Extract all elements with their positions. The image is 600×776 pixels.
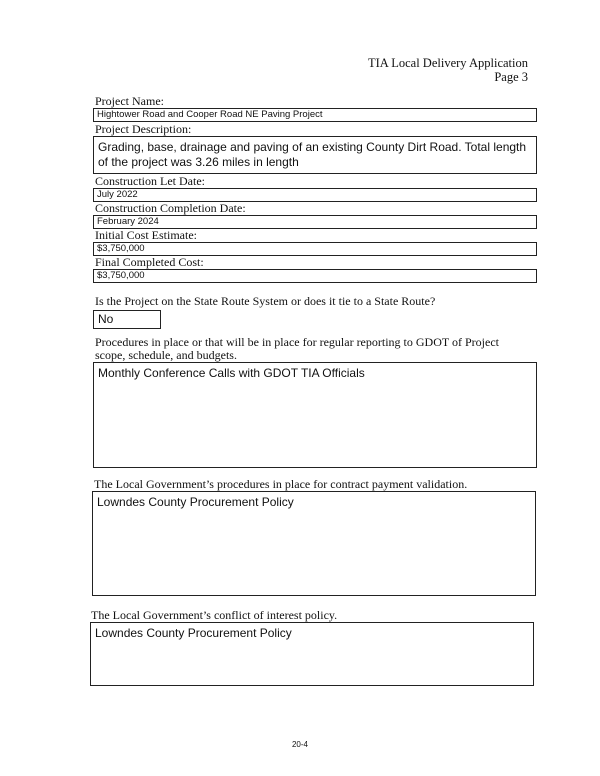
footer-page-number: 20-4	[291, 740, 308, 749]
project-name-field[interactable]: Hightower Road and Cooper Road NE Paving Project	[93, 108, 537, 122]
payment-question: The Local Government’s procedures in place for contract payment validation.	[94, 477, 468, 491]
project-description-field[interactable]: Grading, base, drainage and paving of an existing County Dirt Road. Total length of the project was 3.26 miles in length	[93, 136, 537, 174]
conflict-question: The Local Government’s conflict of interest policy.	[91, 608, 338, 622]
initial-cost-field[interactable]: $3,750,000	[93, 242, 537, 256]
let-date-field[interactable]: July 2022	[93, 188, 537, 202]
state-route-answer[interactable]: No	[93, 310, 161, 329]
final-cost-label: Final Completed Cost:	[95, 255, 204, 269]
document-title: TIA Local Delivery Application	[367, 56, 528, 70]
payment-answer[interactable]: Lowndes County Procurement Policy	[92, 491, 536, 596]
completion-date-field[interactable]: February 2024	[93, 215, 537, 229]
completion-date-label: Construction Completion Date:	[95, 201, 246, 215]
reporting-answer[interactable]: Monthly Conference Calls with GDOT TIA Officials	[93, 362, 537, 468]
project-name-label: Project Name:	[95, 94, 164, 108]
state-route-question: Is the Project on the State Route System or does it tie to a State Route?	[95, 294, 436, 308]
conflict-answer[interactable]: Lowndes County Procurement Policy	[90, 622, 534, 686]
page-label: Page 3	[494, 70, 528, 84]
reporting-question-line1: Procedures in place or that will be in place for regular reporting to GDOT of Project	[95, 335, 499, 349]
reporting-question-line2: scope, schedule, and budgets.	[95, 348, 237, 362]
initial-cost-label: Initial Cost Estimate:	[95, 228, 197, 242]
project-description-label: Project Description:	[95, 122, 192, 136]
let-date-label: Construction Let Date:	[95, 174, 205, 188]
final-cost-field[interactable]: $3,750,000	[93, 269, 537, 283]
